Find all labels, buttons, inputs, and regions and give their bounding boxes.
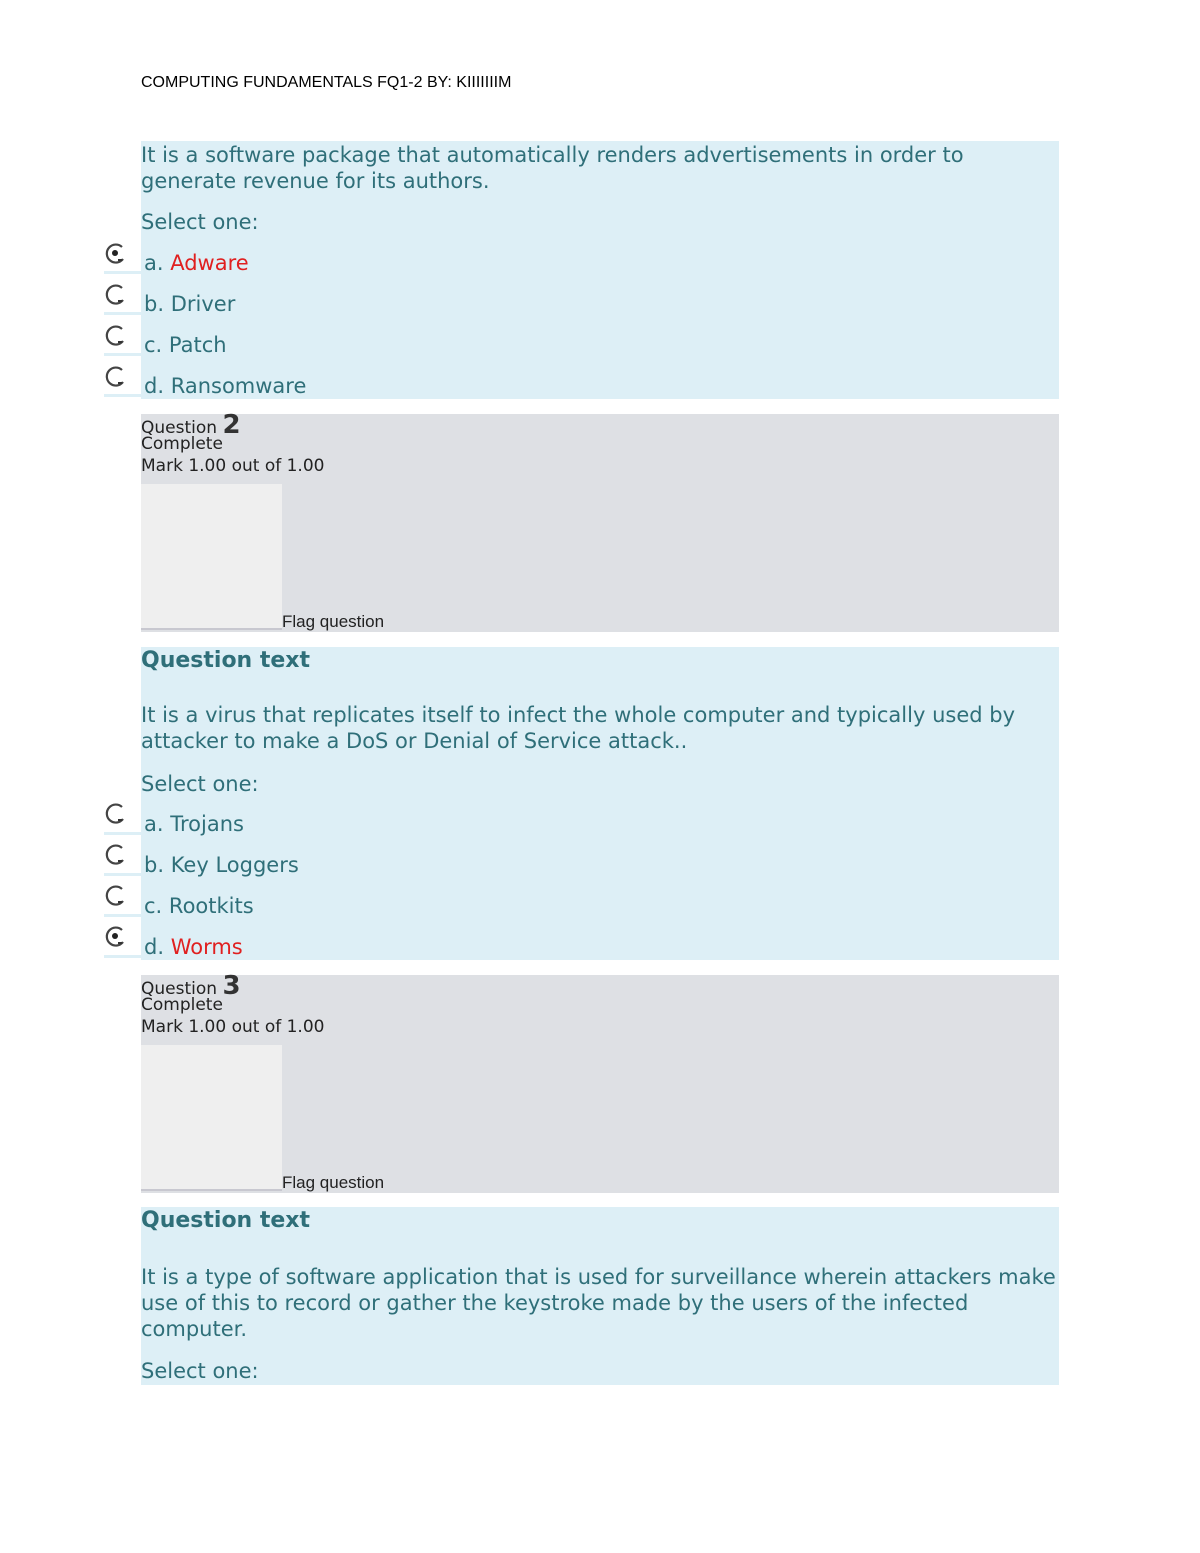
question-1-text: It is a software package that automatically renders advertisements in order to generate revenue for its authors. [141,143,964,193]
question-label: Question [141,418,218,438]
question-mark: Mark 1.00 out of 1.00 [141,1017,325,1037]
question-number: 2 [222,410,241,440]
radio-unselected-icon[interactable] [104,324,128,348]
radio-unselected-icon[interactable] [104,365,128,389]
flag-question-link[interactable]: Flag question [282,1173,385,1192]
radio-underline [104,271,144,274]
option-letter: b. [144,292,165,316]
document-header: COMPUTING FUNDAMENTALS FQ1-2 BY: KIIIIIIIM [141,74,512,91]
radio-selected-icon[interactable] [104,925,128,949]
question-2-info [141,410,1059,632]
radio-underline [104,955,144,958]
radio-underline [104,914,144,917]
option-label [144,291,235,317]
question-3-select-label: Select one: [141,1359,259,1383]
option-label [144,811,244,837]
option-letter: a. [144,251,164,275]
option-answer: Patch [168,333,227,357]
question-status: Complete [141,995,223,1015]
option-label [144,373,306,399]
radio-underline [104,832,144,835]
question-2-text: It is a virus that replicates itself to infect the whole computer and typically used by attacker to make a DoS or Denial of Service attack.. [141,703,1016,753]
option-label [144,934,243,960]
question-2-select-label: Select one: [141,772,259,796]
option-answer: Trojans [170,812,244,836]
option-label [144,893,254,919]
radio-unselected-icon[interactable] [104,802,128,826]
question-status: Complete [141,434,223,454]
question-3-info [141,971,1059,1193]
option-letter: c. [144,894,163,918]
radio-unselected-icon[interactable] [104,884,128,908]
option-answer: Key Loggers [170,853,299,877]
option-answer: Ransomware [170,374,307,398]
flag-question-link[interactable]: Flag question [282,612,385,631]
option-answer: Worms [170,935,243,959]
question-2-box [141,647,1059,960]
question-2-title: Question text [141,648,311,673]
option-label [144,332,227,358]
question-3-title: Question text [141,1208,311,1233]
option-letter: d. [144,374,165,398]
radio-unselected-icon[interactable] [104,283,128,307]
option-answer: Driver [170,292,236,316]
option-label [144,852,299,878]
radio-underline [104,394,144,397]
question-info-text [141,410,325,477]
flag-area [141,484,282,630]
option-label [144,250,249,276]
option-letter: a. [144,812,164,836]
radio-underline [104,353,144,356]
question-mark: Mark 1.00 out of 1.00 [141,456,325,476]
option-letter: b. [144,853,165,877]
question-1-box [141,141,1059,399]
question-info-text [141,971,325,1038]
radio-underline [104,312,144,315]
option-letter: c. [144,333,163,357]
radio-unselected-icon[interactable] [104,843,128,867]
divider [141,628,282,630]
question-3-text: It is a type of software application that is used for surveillance wherein attackers make use of this to record or gather the keystroke made by the users of the infected computer. [141,1265,1056,1341]
radio-underline [104,873,144,876]
question-label: Question [141,979,218,999]
divider [141,1189,282,1191]
option-letter: d. [144,935,165,959]
flag-area [141,1045,282,1191]
question-1-select-label: Select one: [141,210,259,234]
question-3-box [141,1207,1059,1385]
option-answer: Rootkits [168,894,254,918]
option-answer: Adware [170,251,249,275]
question-number: 3 [222,971,241,1001]
radio-selected-icon[interactable] [104,242,128,266]
